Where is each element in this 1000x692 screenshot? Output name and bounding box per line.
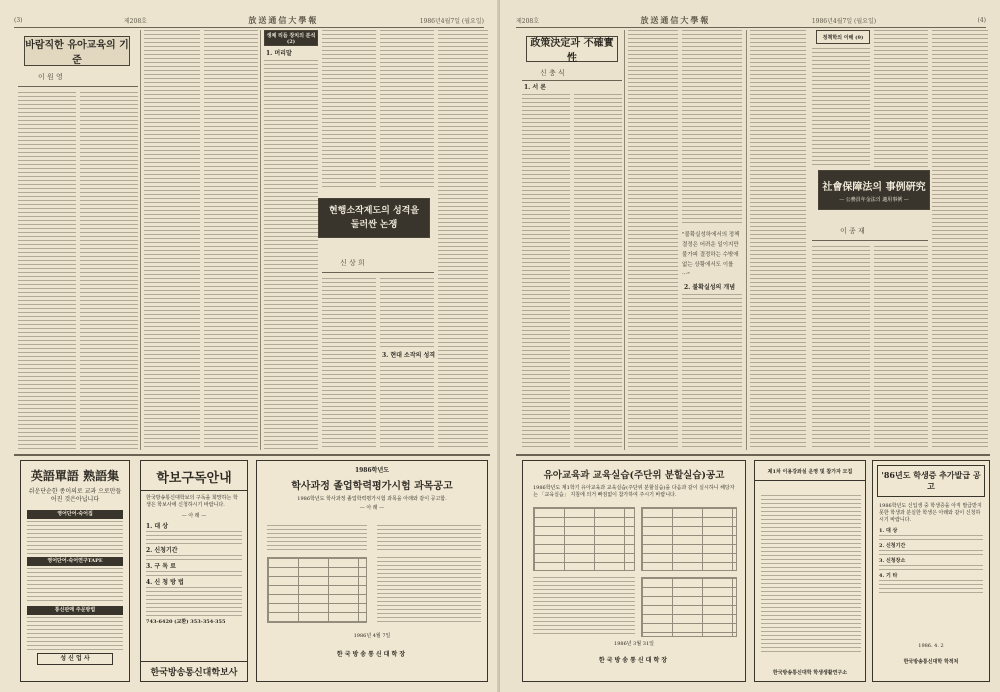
article-text-column [682,294,742,450]
section-heading: 2. 불확실성의 개념 [684,284,736,291]
article-text-column [750,30,806,450]
publisher-name: 성 신 업 사 [37,653,113,665]
article-text-column [380,278,434,348]
left-issue-number: 제208호 [123,18,147,25]
ad-tag: 영어단어·숙어연구TAPE [27,557,123,566]
article-author: 신 충 식 [540,69,565,77]
schedule-table [641,507,737,571]
article-text-column [322,30,376,190]
article-text-column [144,30,200,450]
right-newspaper-page [500,0,1000,692]
ad-title: 英語單語 熟語集 [30,469,120,483]
subscription-notice-ad [140,460,248,682]
section-heading: 1. 머리말 [266,50,292,57]
exam-subject-table [267,557,367,623]
series-title-badge: 정책학의 이해 (9) [816,30,870,44]
pull-quote: "불확실성하에서의 정책결정은 어려운 일이지만 불가피 결정하는 수밖에 없는 상황에서도 이를 ···" [682,232,740,278]
article-text-column [874,246,928,450]
article-text-column [628,30,678,450]
article-text-column [682,30,742,226]
article-text-column [380,30,434,190]
right-issue-number: 제208호 [516,18,540,25]
notice-date: 1986년 3월 31일 [614,641,654,647]
notice-body: 1986학년도 제1학기 유아교육과 교육실습(주단위 분할실습)을 다음과 같이 실시하니 해당자는 「교육실습」 지침에 의거 빠짐없이 참가하여 주시기 바랍니다. [533,485,735,498]
article-text-column [522,94,570,450]
list-item: 2. 신청기간 [879,543,906,549]
article-text-column [812,48,870,168]
list-heading: — 아 래 — [181,513,207,519]
article-author: 이 종 재 [840,227,865,235]
notice-date: 1986년 4월 7일 [353,633,391,639]
notice-title: 제1차 이용강좌실 운영 및 참가자 모집 [755,461,865,481]
section-heading: 3. 현대 소작의 성격 [382,352,436,359]
practicum-notice [522,460,746,682]
notice-title: 유아교육과 교육실습(주단위 분할실습)공고 [543,470,725,481]
article-text-column [322,278,376,450]
counseling-program-notice [754,460,866,682]
article-text-column [80,92,138,450]
series-title-badge: 생체 리듬 장치의 분석 (2) [264,30,318,46]
article-text-column [204,30,258,450]
list-heading: — 아 래 — [359,505,385,511]
notice-date: 1986. 4. 2 [918,643,944,649]
right-page-number: (4) [977,17,986,24]
list-item: 1. 대 상 [146,523,169,530]
notice-footer: 한국방송통신대학장 [598,657,670,664]
article-text-column [812,246,870,450]
order-method-heading: 통신판매 주문방법 [27,606,123,615]
notice-subtitle: 1986학년도 학사과정 졸업학력평가시험 과목을 아래와 같이 공고함. [297,496,447,502]
ad-subtitle: 쉬운단순한 종이의로 교과 으로만들어진 것은아닙니다 [28,488,122,503]
article-headline: 현행소작제도의 성격을 둘러싼 논쟁 [318,198,430,238]
exam-subjects-notice [256,460,488,682]
article-headline: 政策決定과 不確實性 [526,36,618,62]
article-text-column [380,362,434,450]
ad-tag: 영어단어·숙어집 [27,510,123,519]
left-page-number: (3) [14,17,23,24]
list-item: 4. 신 청 방 법 [146,579,184,586]
list-item: 4. 기 타 [879,573,898,579]
left-masthead [14,14,484,28]
list-item: 1. 대 상 [879,528,898,534]
vocabulary-book-ad [20,460,130,682]
left-paper-name: 放送通信大學報 [248,15,319,25]
article-headline: 바람직한 유아교육의 기준 [24,36,130,66]
section-heading: 1. 서 론 [524,84,547,91]
phone-number: 743-6420 (교환) 353-354·355 [146,619,226,625]
right-masthead [516,14,986,28]
list-item: 3. 신청장소 [879,558,906,564]
right-date: 1986년4월7일 (월요일) [811,18,877,25]
notice-footer: 한국방송통신대학 학생생활연구소 [772,670,848,676]
ad-title: 학보구독안내 [141,461,247,491]
article-text-column [574,94,622,450]
notice-title: '86년도 학생증 추가발급 공고 [877,465,985,497]
article-text-column [874,30,928,168]
list-item: 2. 신청기간 [146,547,178,554]
ad-footer: 한국방송통신대학보사 [141,661,247,681]
notice-title: 학사과정 졸업학력평가시험 과목공고 [291,481,453,492]
article-subtitle: — 公務員年金法의 適用事例 — [839,196,909,203]
list-item: 3. 구 독 료 [146,563,176,570]
article-text-column [18,92,76,450]
article-text-column [438,30,488,450]
article-headline: 社會保障法의 事例硏究 — 公務員年金法의 適用事例 — [818,170,930,210]
article-text-column [264,60,318,450]
ad-intro: 한국방송통신대학보의 구독을 희망하는 학생은 학보사에 신청하시기 바랍니다. [146,495,238,508]
schedule-table [533,507,635,571]
schedule-table [641,577,737,637]
notice-footer: 한국방송통신대학장 [336,651,408,658]
student-id-notice [872,460,990,682]
right-paper-name: 放送通信大學報 [640,15,711,25]
article-author: 신 상 희 [340,259,365,267]
notice-footer: 한국방송통신대학 학적처 [903,659,959,665]
notice-year: 1986학년도 [354,467,390,474]
article-text-column [932,30,988,450]
left-date: 1986년4월7일 (월요일) [419,18,484,25]
notice-body: 1986학년도 신입생 중 학생증을 아직 발급받지 못한 학생과 분실한 학생은 아래와 같이 신청하시기 바랍니다. [879,503,982,523]
article-author: 이 원 영 [38,73,63,81]
